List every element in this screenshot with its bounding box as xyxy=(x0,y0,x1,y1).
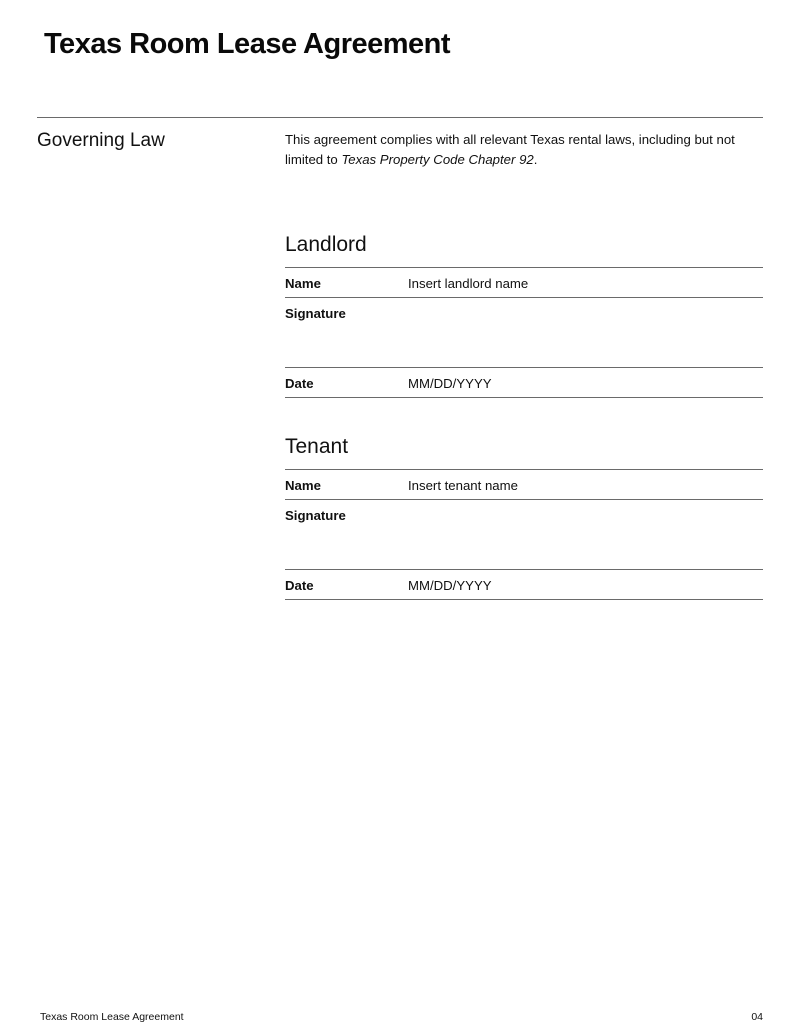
landlord-name-label: Name xyxy=(285,276,321,291)
landlord-date-field[interactable]: MM/DD/YYYY xyxy=(408,376,492,391)
landlord-name-row xyxy=(285,267,763,297)
landlord-name-field[interactable]: Insert landlord name xyxy=(408,276,529,291)
governing-law-label: Governing Law xyxy=(37,130,165,151)
statute-reference: Texas Property Code Chapter 92 xyxy=(341,152,534,167)
tenant-name-label: Name xyxy=(285,478,321,493)
landlord-date-row xyxy=(285,367,763,398)
tenant-signature-block xyxy=(285,429,763,600)
governing-law-text-prefix: This agreement complies with all relevant Texas rental laws, including but not limited to xyxy=(285,132,735,167)
document-title: Texas Room Lease Agreement xyxy=(44,28,451,60)
footer-page-number: 04 xyxy=(751,1011,763,1023)
tenant-name-row xyxy=(285,469,763,499)
tenant-date-label: Date xyxy=(285,578,314,593)
tenant-signature-row xyxy=(285,499,763,569)
landlord-signature-row xyxy=(285,297,763,367)
landlord-heading: Landlord xyxy=(285,233,367,256)
footer-document-title: Texas Room Lease Agreement xyxy=(40,1011,184,1023)
landlord-date-label: Date xyxy=(285,376,314,391)
section-divider xyxy=(37,117,763,118)
tenant-date-row xyxy=(285,569,763,600)
tenant-name-field[interactable]: Insert tenant name xyxy=(408,478,518,493)
tenant-date-field[interactable]: MM/DD/YYYY xyxy=(408,578,492,593)
governing-law-text-suffix: . xyxy=(533,152,538,167)
governing-law-text xyxy=(285,130,760,170)
landlord-signature-label: Signature xyxy=(285,306,346,321)
tenant-heading: Tenant xyxy=(285,435,349,458)
tenant-signature-label: Signature xyxy=(285,508,346,523)
landlord-signature-block xyxy=(285,227,763,398)
